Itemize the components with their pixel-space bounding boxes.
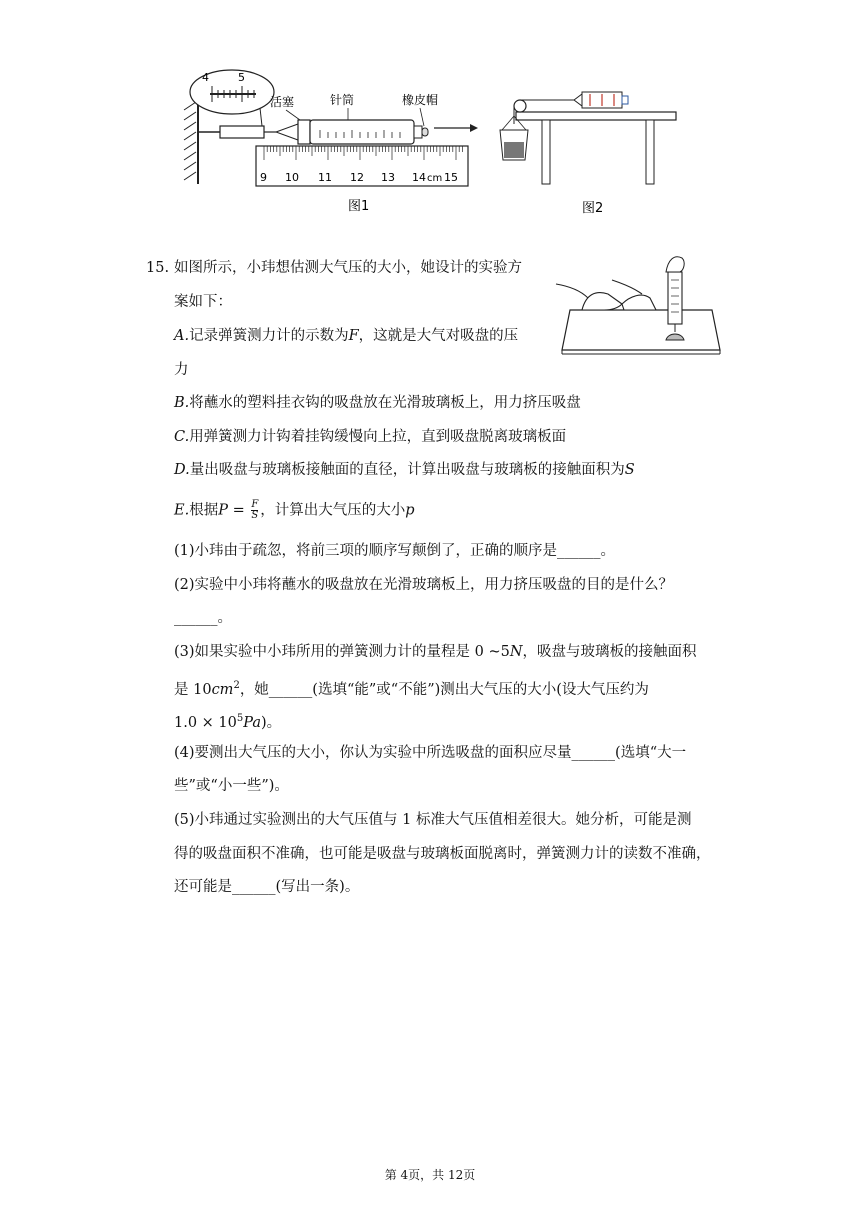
sub-question-3-line-1 [174, 642, 697, 662]
step-c-text: 用弹簧测力计钩着挂钩缓慢向上拉，直到吸盘脱离玻璃板面 [189, 429, 567, 445]
step-d [174, 460, 635, 480]
step-e-label: E. [174, 502, 190, 519]
sub-question-5-line-3: 还可能是______(写出一条)。 [174, 879, 360, 895]
sub-question-4-line-1: (4)要测出大气压的大小，你认为实验中所选吸盘的面积应尽量______(选填“大一 [174, 745, 687, 761]
sub-question-1: (1)小玮由于疏忽，将前三项的顺序写颠倒了，正确的顺序是______。 [174, 543, 616, 559]
unit-n: N [509, 644, 523, 660]
sub-question-4-line-2: 些”或“小一些”)。 [174, 778, 289, 794]
ruler-11: 11 [318, 171, 332, 184]
step-e [174, 500, 415, 521]
equals-sign: = [227, 502, 250, 519]
sub-question-5-line-1: (5)小玮通过实验测出的大气压值与 1 标准大气压值相差很大。她分析，可能是测 [174, 812, 692, 828]
question-intro-line-1: 如图所示，小玮想估测大气压的大小，她设计的实验方 [174, 260, 522, 276]
symbol-s: S [624, 462, 635, 478]
symbol-f: F [348, 328, 359, 344]
q3-text-1: (3)如果实验中小玮所用的弹簧测力计的量程是 0 ~5 [174, 644, 510, 660]
fraction-numerator: F [251, 499, 259, 510]
unit-cm: cm [211, 681, 234, 698]
ruler-12: 12 [350, 171, 364, 184]
q3-text-4: ，她______(选填“能”或“不能”)测出大气压的大小(设大气压约为 [239, 681, 649, 698]
suction-cup-illustration [552, 250, 724, 356]
fig1-scale-4: 4 [202, 71, 209, 84]
step-b-label: B. [174, 395, 190, 411]
step-a-line-1 [174, 326, 518, 346]
sub-question-2-line-2: ______。 [174, 610, 232, 626]
figure-2-caption: 图2 [582, 201, 604, 216]
ruler-10: 10 [285, 171, 299, 184]
figure-1-caption: 图1 [348, 199, 370, 214]
step-e-pre: 根据 [189, 502, 219, 519]
figure-2-table-diagram [494, 80, 684, 220]
fraction-f-over-s [251, 500, 258, 521]
fraction-denominator: S [251, 510, 259, 521]
step-b-text: 将蘸水的塑料挂衣钩的吸盘放在光滑玻璃板上，用力挤压吸盘 [189, 395, 581, 411]
symbol-p-upper: P [218, 502, 228, 519]
ruler-14: 14 [412, 171, 426, 184]
sub-question-5-line-2: 得的吸盘面积不准确，也可能是吸盘与玻璃板面脱离时，弹簧测力计的读数不准确， [174, 846, 711, 862]
page-footer: 第 4页，共 12页 [384, 1168, 476, 1182]
figure-1-syringe-diagram [180, 64, 480, 224]
question-intro-line-2: 案如下： [174, 294, 232, 310]
ruler-15: 15 [444, 171, 458, 184]
q3-text-5: 1.0 × 10 [174, 714, 237, 731]
q3-text-2: ，吸盘与玻璃板的接触面积 [522, 644, 697, 660]
label-piston: 活塞 [270, 95, 295, 109]
sub-question-3-line-2 [174, 676, 649, 700]
unit-pa: Pa [243, 714, 262, 731]
step-a-text: 记录弹簧测力计的示数为 [189, 328, 349, 344]
step-c-label: C. [174, 429, 190, 445]
ruler-unit: cm [427, 173, 443, 184]
step-a-line-2: 力 [174, 362, 189, 378]
ruler-9: 9 [260, 171, 267, 184]
step-d-text: 量出吸盘与玻璃板接触面的直径，计算出吸盘与玻璃板的接触面积为 [189, 462, 625, 478]
q3-text-6: )。 [261, 714, 282, 731]
fig1-scale-5: 5 [238, 71, 245, 84]
q3-text-3: 是 10 [174, 681, 212, 698]
label-barrel: 针筒 [330, 93, 355, 107]
step-c [174, 427, 566, 447]
ruler-13: 13 [381, 171, 395, 184]
step-b [174, 393, 581, 413]
step-a-text-cont: ，这就是大气对吸盘的压 [358, 328, 519, 344]
step-e-post: ，计算出大气压的大小 [260, 502, 406, 519]
symbol-p-lower: p [405, 502, 415, 519]
sub-question-2-line-1: (2)实验中小玮将蘸水的吸盘放在光滑玻璃板上，用力挤压吸盘的目的是什么？ [174, 577, 674, 593]
question-number: 15. [146, 260, 170, 276]
sub-question-3-line-3 [174, 709, 281, 733]
exponent: 5 [236, 713, 244, 724]
step-d-label: D. [174, 462, 190, 478]
unit-square: 2 [233, 680, 240, 691]
step-a-label: A. [174, 328, 190, 344]
label-rubber-cap: 橡皮帽 [402, 93, 439, 107]
